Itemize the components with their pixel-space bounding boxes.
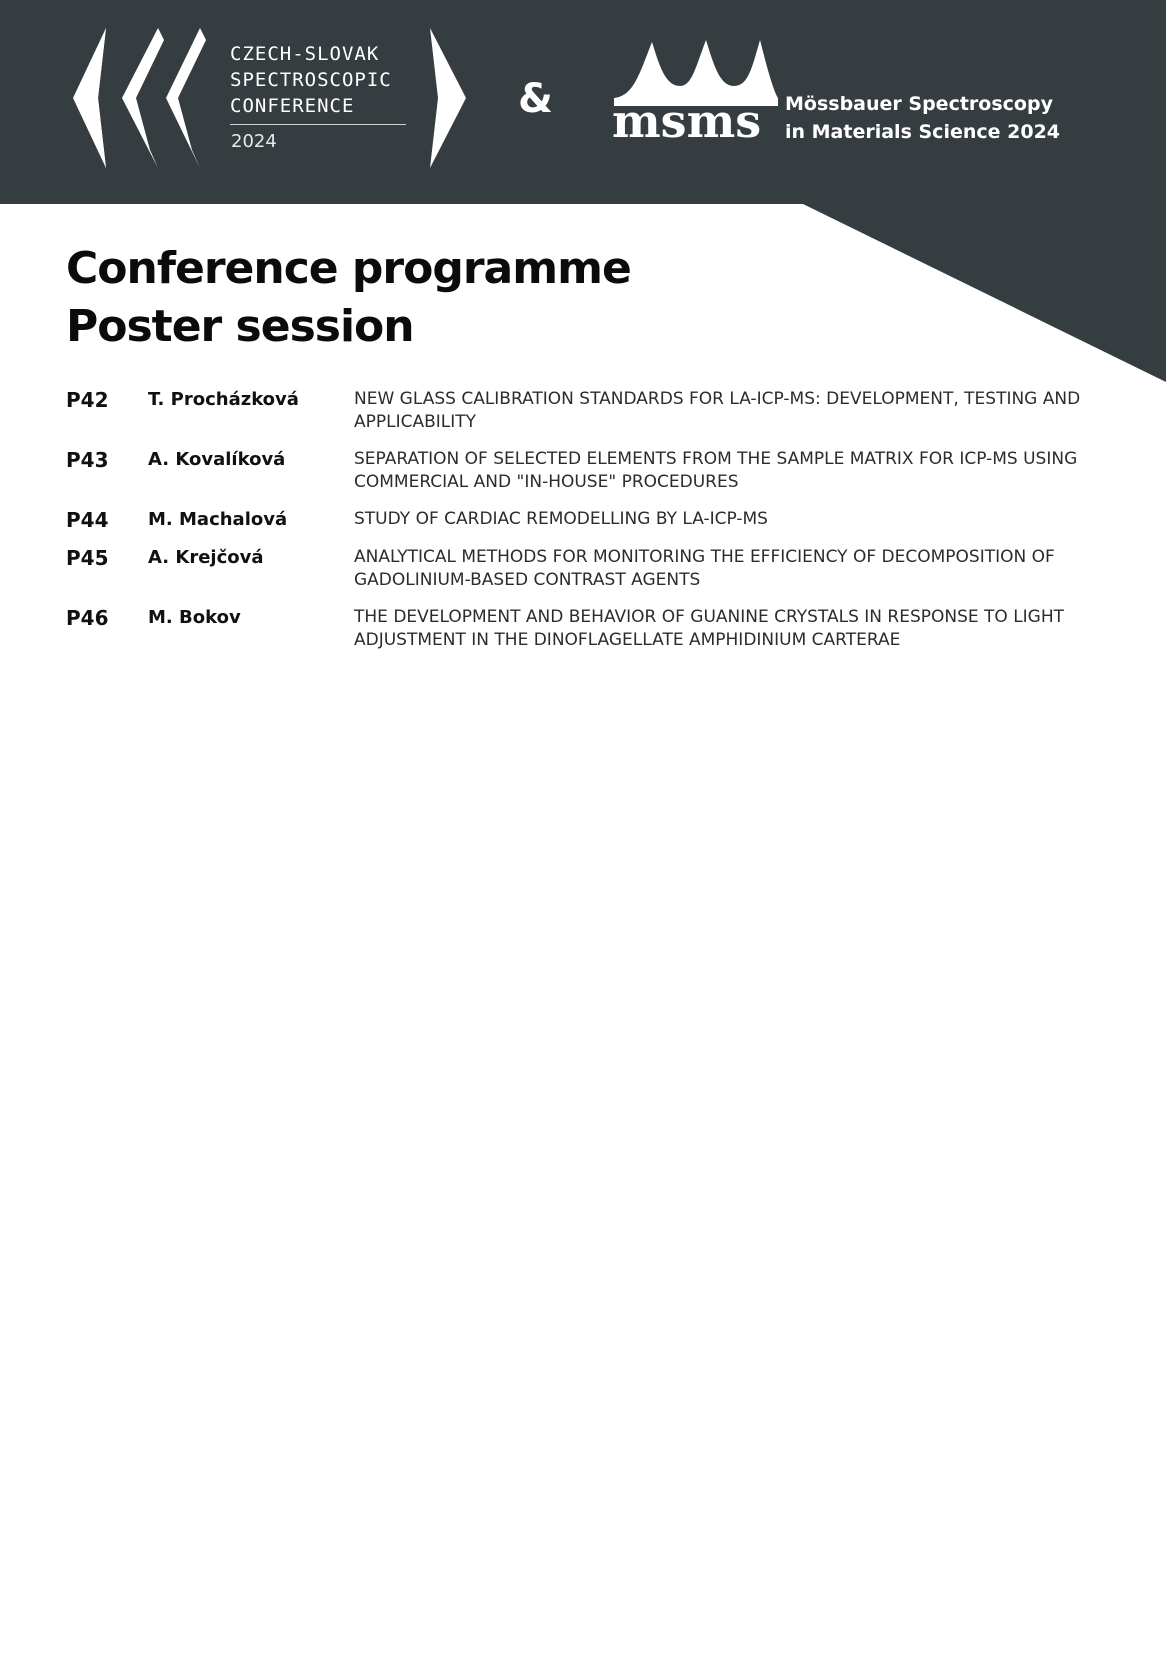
poster-row	[66, 546, 1126, 592]
poster-code: P43	[66, 448, 109, 472]
css-logo-year: 2024	[231, 131, 277, 152]
poster-row	[66, 508, 1126, 532]
poster-author: T. Procházková	[148, 389, 299, 410]
poster-title: STUDY OF CARDIAC REMODELLING BY LA-ICP-MS	[354, 509, 768, 529]
poster-code: P45	[66, 546, 109, 570]
poster-programme-list	[66, 388, 1126, 666]
poster-title: SEPARATION OF SELECTED ELEMENTS FROM THE SAMPLE MATRIX FOR ICP-MS USING COMMERCIAL AND "IN-HOUSE" PROCEDURES	[354, 449, 1078, 492]
poster-row	[66, 606, 1126, 652]
logo-separator: &	[518, 76, 553, 122]
poster-author: M. Machalová	[148, 509, 288, 530]
msms-logo-mark: msms	[612, 94, 762, 146]
msms-logo-line-2: in Materials Science 2024	[785, 121, 1061, 143]
css-logo-line-1: CZECH-SLOVAK	[230, 43, 380, 65]
msms-logo-text	[785, 90, 1060, 146]
msms-logo-line-1: Mössbauer Spectroscopy	[785, 93, 1053, 115]
css-logo-line-2: SPECTROSCOPIC	[230, 69, 392, 91]
css-conference-logo	[68, 28, 468, 168]
page-title-line-2: Poster session	[66, 301, 414, 352]
page-title	[66, 240, 631, 356]
poster-author: M. Bokov	[148, 607, 241, 628]
poster-code: P44	[66, 508, 109, 532]
msms-logo-icon	[610, 36, 780, 146]
poster-title: NEW GLASS CALIBRATION STANDARDS FOR LA-ICP-MS: DEVELOPMENT, TESTING AND APPLICABILITY	[354, 389, 1081, 432]
poster-author: A. Kovalíková	[148, 449, 286, 470]
css-logo-line-3: CONFERENCE	[230, 95, 355, 117]
css-logo-text	[230, 41, 420, 119]
poster-code: P42	[66, 388, 109, 412]
poster-author: A. Krejčová	[148, 547, 264, 568]
poster-title: ANALYTICAL METHODS FOR MONITORING THE EFFICIENCY OF DECOMPOSITION OF GADOLINIUM-BASED CONTRAST AGENTS	[354, 547, 1055, 590]
poster-row	[66, 388, 1126, 434]
poster-code: P46	[66, 606, 109, 630]
msms-conference-logo	[610, 36, 1080, 146]
css-logo-divider	[230, 124, 406, 125]
poster-row	[66, 448, 1126, 494]
page-title-line-1: Conference programme	[66, 243, 631, 294]
poster-title: THE DEVELOPMENT AND BEHAVIOR OF GUANINE CRYSTALS IN RESPONSE TO LIGHT ADJUSTMENT IN THE DINOFLAGELLATE AMPHIDINIUM CARTERAE	[354, 607, 1065, 650]
